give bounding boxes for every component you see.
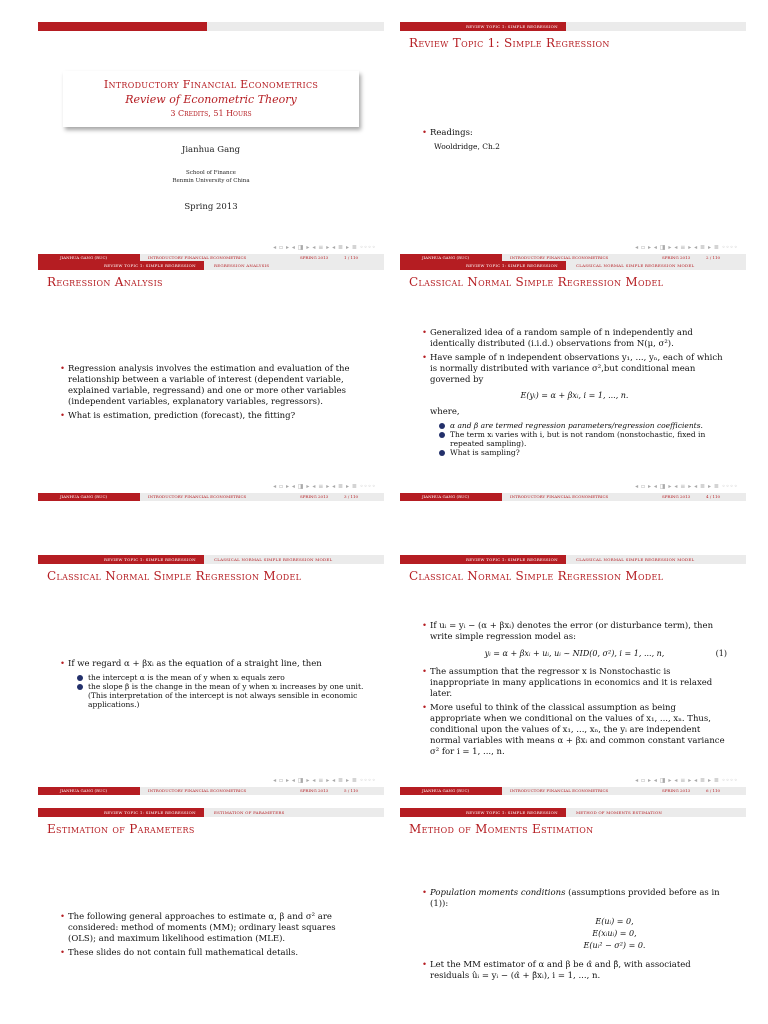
slide-classical-model-1 <box>400 261 746 501</box>
frame-title: Classical Normal Simple Regression Model <box>47 569 302 583</box>
ball-bullet-icon <box>77 684 83 690</box>
header-bar <box>38 261 384 270</box>
header-subsection: CLASSICAL NORMAL SIMPLE REGRESSION MODEL <box>576 263 695 268</box>
header-subsection: CLASSICAL NORMAL SIMPLE REGRESSION MODEL <box>214 557 333 562</box>
beamer-nav-icons[interactable]: ◂ ▫ ▸ ◂ ◨ ▸ ◂ ≡ ▸ ◂ ≣ ▸ ≣ ◦◦◦◦ <box>273 244 376 251</box>
footer-author: JIANHUA GANG (RUC) <box>422 494 470 499</box>
ball-bullet-icon <box>439 423 445 429</box>
page-number: 1 / 110 <box>344 255 359 260</box>
beamer-nav-icons[interactable]: ◂ ▫ ▸ ◂ ◨ ▸ ◂ ≡ ▸ ◂ ≣ ▸ ≣ ◦◦◦◦ <box>273 483 376 490</box>
sub-item-1: the intercept α is the mean of y when xᵢ equals zero <box>88 673 365 682</box>
equation-number: (1) <box>715 649 727 658</box>
slide-body <box>60 364 360 425</box>
bullet-1: • Generalized idea of a random sample of n independently and identically distributed (i.i.d.) observations from N(μ, σ²). <box>430 328 727 350</box>
header-subsection: ESTIMATION OF PARAMETERS <box>214 810 285 815</box>
bullet-1: • If we regard α + βxᵢ as the equation of a straight line, then <box>68 659 365 670</box>
footer-author: JIANHUA GANG (RUC) <box>422 788 470 793</box>
equation-model: yᵢ = α + βxᵢ + uᵢ, uᵢ ~ NID(0, σ²), i = 1, ..., n, (1) <box>484 649 727 658</box>
footer-term: SPRING 2013 <box>662 255 691 260</box>
bullet-2: • Let the MM estimator of α and β be α̂ and β̂, with associated residuals ûᵢ = yᵢ − (α̂ + β̂xᵢ), i = 1, ..., n. <box>430 960 727 982</box>
header-bar <box>400 261 746 270</box>
sub-item-1: α and β are termed regression parameters/regression coefficients. <box>450 421 727 430</box>
bullet-2: • The assumption that the regressor x is Nonstochastic is inappropriate in many applications in economics and it is relaxed later. <box>430 667 727 700</box>
slide-method-of-moments <box>400 808 746 1024</box>
header-section: REVIEW TOPIC 1: SIMPLE REGRESSION <box>466 557 558 562</box>
beamer-nav-icons[interactable]: ◂ ▫ ▸ ◂ ◨ ▸ ◂ ≡ ▸ ◂ ≣ ▸ ≣ ◦◦◦◦ <box>635 483 738 490</box>
slide-classical-model-3 <box>400 555 746 795</box>
presentation-subtitle: Review of Econometric Theory <box>125 93 297 106</box>
moment-condition-1: E(uᵢ) = 0, <box>595 917 634 926</box>
presentation-title: Introductory Financial Econometrics <box>103 78 319 91</box>
footer-bar <box>38 787 384 795</box>
credits: 3 Credits, 51 Hours <box>170 109 252 118</box>
beamer-nav-icons[interactable]: ◂ ▫ ▸ ◂ ◨ ▸ ◂ ≡ ▸ ◂ ≣ ▸ ≣ ◦◦◦◦ <box>635 244 738 251</box>
header-section: REVIEW TOPIC 1: SIMPLE REGRESSION <box>104 557 196 562</box>
moment-condition-3: E(uᵢ² − σ²) = 0. <box>583 941 646 950</box>
header-section: REVIEW TOPIC 1: SIMPLE REGRESSION <box>104 263 196 268</box>
sub-item-2: The term xᵢ varies with i, but is not random (nonstochastic, fixed in repeated sampling). <box>450 430 727 448</box>
header-bar <box>38 808 384 817</box>
header-section: REVIEW TOPIC 1: SIMPLE REGRESSION <box>466 24 558 29</box>
footer-bar <box>38 493 384 501</box>
frame-title: Classical Normal Simple Regression Model <box>409 569 664 583</box>
footer-term: SPRING 2013 <box>300 788 329 793</box>
slide-title-page <box>38 22 384 262</box>
page-number: 5 / 110 <box>344 788 359 793</box>
header-bar <box>38 555 384 564</box>
sub-list <box>422 421 727 457</box>
beamer-nav-icons[interactable]: ◂ ▫ ▸ ◂ ◨ ▸ ◂ ≡ ▸ ◂ ≣ ▸ ≣ ◦◦◦◦ <box>273 777 376 784</box>
bullet-2: • Have sample of n independent observations y₁, ..., yₙ, each of which is normally distributed with variance σ²,but conditional mean governed by <box>430 353 727 386</box>
slide-regression-analysis <box>38 261 384 501</box>
header-subsection: REGRESSION ANALYSIS <box>214 263 270 268</box>
footer-course: INTRODUCTORY FINANCIAL ECONOMETRICS <box>148 255 247 260</box>
institute-line-1: School of Finance <box>186 170 236 176</box>
footer-term: SPRING 2013 <box>662 788 691 793</box>
slide-body <box>60 659 365 709</box>
header-bar <box>38 22 384 31</box>
frame-title: Estimation of Parameters <box>47 822 195 836</box>
bullet-1: • Regression analysis involves the estimation and evaluation of the relationship between a variable of interest (dependent variable, explained variable, regressand) and one or more other variables (independent variables, explanatory variables, regressors). <box>68 364 360 408</box>
sub-item-2: the slope β is the change in the mean of y when xᵢ increases by one unit. (This interpretation of the intercept is not always sensible in economic applications.) <box>88 682 365 709</box>
bullet-readings: • Readings: <box>430 128 500 139</box>
date: Spring 2013 <box>184 202 238 212</box>
footer-course: INTRODUCTORY FINANCIAL ECONOMETRICS <box>510 255 609 260</box>
ball-bullet-icon <box>439 432 445 438</box>
bullet-1: • The following general approaches to estimate α, β and σ² are considered: method of moments (MM); ordinary least squares (OLS); and maximum likelihood estimation (MLE). <box>68 912 360 945</box>
bullet-2: • These slides do not contain full mathematical details. <box>68 948 360 959</box>
header-subsection: METHOD OF MOMENTS ESTIMATION <box>576 810 663 815</box>
footer-term: SPRING 2013 <box>300 494 329 499</box>
ball-bullet-icon <box>439 450 445 456</box>
footer-term: SPRING 2013 <box>300 255 329 260</box>
header-section: REVIEW TOPIC 1: SIMPLE REGRESSION <box>104 810 196 815</box>
header-bar <box>400 22 746 31</box>
slide-body <box>422 128 500 152</box>
page-number: 6 / 110 <box>706 788 721 793</box>
frame-title: Classical Normal Simple Regression Model <box>409 275 664 289</box>
header-bar <box>400 808 746 817</box>
bullet-2: • What is estimation, prediction (forecast), the fitting? <box>68 411 360 422</box>
slide-body <box>422 328 727 457</box>
footer-author: JIANHUA GANG (RUC) <box>60 788 108 793</box>
frame-title: Review Topic 1: Simple Regression <box>409 36 610 50</box>
header-section: REVIEW TOPIC 1: SIMPLE REGRESSION <box>466 810 558 815</box>
moment-condition-2: E(xᵢuᵢ) = 0, <box>592 929 637 938</box>
author-name: Jianhua Gang <box>181 145 241 155</box>
reading-item: Wooldridge, Ch.2 <box>434 142 500 151</box>
slide-estimation-parameters <box>38 808 384 1024</box>
footer-author: JIANHUA GANG (RUC) <box>60 494 108 499</box>
sub-item-3: What is sampling? <box>450 448 727 457</box>
header-section: REVIEW TOPIC 1: SIMPLE REGRESSION <box>466 263 558 268</box>
beamer-nav-icons[interactable]: ◂ ▫ ▸ ◂ ◨ ▸ ◂ ≡ ▸ ◂ ≣ ▸ ≣ ◦◦◦◦ <box>635 777 738 784</box>
header-subsection: CLASSICAL NORMAL SIMPLE REGRESSION MODEL <box>576 557 695 562</box>
footer-term: SPRING 2013 <box>662 494 691 499</box>
slide-classical-model-2 <box>38 555 384 795</box>
bullet-1: • Population moments conditions (assumptions provided before as in (1)): <box>430 888 727 910</box>
ball-bullet-icon <box>77 675 83 681</box>
slide-body <box>422 621 727 761</box>
institute-line-2: Renmin University of China <box>172 178 250 184</box>
bullet-1: • If uᵢ = yᵢ − (α + βxᵢ) denotes the error (or disturbance term), then write simple regression model as: <box>430 621 727 643</box>
footer-author: JIANHUA GANG (RUC) <box>422 255 470 260</box>
sub-list <box>60 673 365 709</box>
slide-readings <box>400 22 746 262</box>
footer-course: INTRODUCTORY FINANCIAL ECONOMETRICS <box>148 788 247 793</box>
slide-body <box>60 912 360 962</box>
frame-title: Regression Analysis <box>47 275 163 289</box>
page-number: 2 / 110 <box>706 255 721 260</box>
footer-course: INTRODUCTORY FINANCIAL ECONOMETRICS <box>510 788 609 793</box>
bullet-3: • More useful to think of the classical assumption as being appropriate when we conditional on the values of x₁, ..., xₙ. Thus, conditional upon the values of x₁, ..., xₙ, the yᵢ are independent normal variables with means α + βxᵢ and common constant variance σ² for i = 1, ..., n. <box>430 703 727 758</box>
footer-bar <box>400 493 746 501</box>
header-bar <box>400 555 746 564</box>
slide-body <box>422 888 727 985</box>
equation-mean: E(yᵢ) = α + βxᵢ, i = 1, ..., n. <box>520 391 629 400</box>
page-number: 3 / 110 <box>344 494 359 499</box>
frame-title: Method of Moments Estimation <box>409 822 594 836</box>
footer-course: INTRODUCTORY FINANCIAL ECONOMETRICS <box>148 494 247 499</box>
page-number: 4 / 110 <box>706 494 721 499</box>
footer-bar <box>400 787 746 795</box>
where-label: where, <box>430 407 460 417</box>
title-box <box>63 71 359 127</box>
footer-course: INTRODUCTORY FINANCIAL ECONOMETRICS <box>510 494 609 499</box>
footer-author: JIANHUA GANG (RUC) <box>60 255 108 260</box>
moment-conditions <box>502 916 727 952</box>
